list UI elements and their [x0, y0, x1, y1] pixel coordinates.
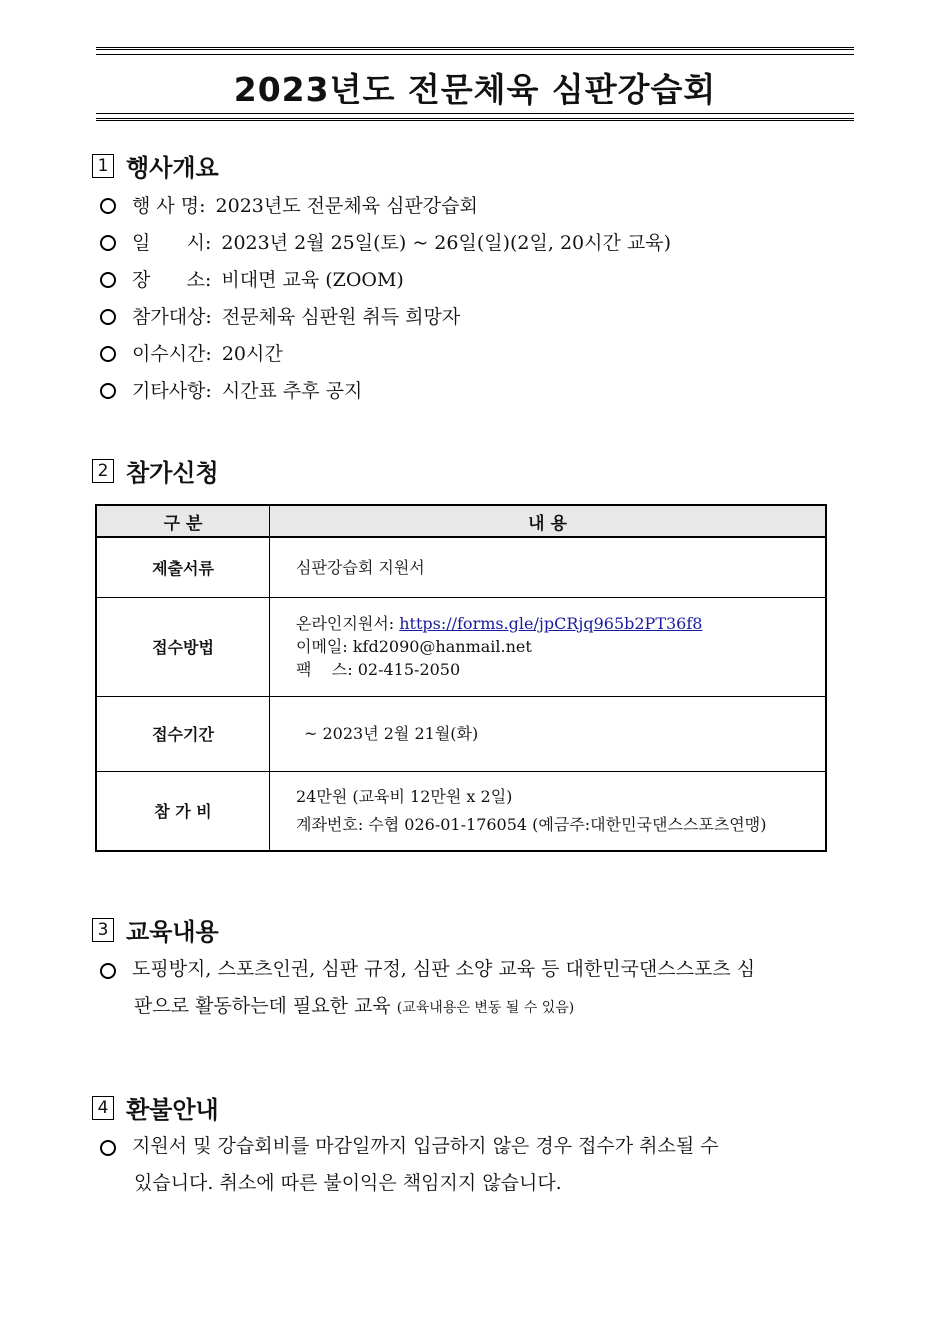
refund-text-line2: 있습니다. 취소에 따른 불이익은 책임지지 않습니다. [134, 1172, 562, 1194]
row-label: 접수기간 [96, 696, 270, 771]
row-label: 제출서류 [96, 537, 270, 597]
table-row [96, 597, 826, 696]
application-form-link[interactable]: https://forms.gle/jpCRjq965b2PT36f8 [399, 614, 703, 633]
section-heading-application [92, 453, 219, 488]
education-paragraph [100, 951, 835, 1027]
section-number: 3 [92, 918, 114, 942]
circle-bullet-icon [100, 272, 116, 288]
table-row [96, 696, 826, 771]
section-number: 4 [92, 1096, 114, 1120]
education-note: (교육내용은 변동 될 수 있음) [396, 1000, 575, 1016]
section-heading-overview [92, 148, 219, 183]
overview-item [100, 379, 362, 403]
refund-line [100, 1128, 835, 1165]
education-text: 판으로 활동하는데 필요한 교육 [134, 995, 391, 1017]
row-content: 심판강습회 지원서 [270, 537, 827, 597]
overview-value: 2023년 2월 25일(토) ~ 26일(일)(2일, 20시간 교육) [221, 232, 671, 254]
refund-paragraph [100, 1128, 835, 1202]
fax-line: 팩 스: 02-415-2050 [296, 660, 461, 679]
overview-value: 2023년도 전문체육 심판강습회 [215, 195, 478, 217]
overview-key: 장 소: [132, 269, 212, 291]
application-table [95, 504, 827, 852]
circle-bullet-icon [100, 235, 116, 251]
education-text-line1: 도핑방지, 스포츠인권, 심판 규정, 심판 소양 교육 등 대한민국댄스스포츠 심 [132, 958, 756, 980]
overview-value: 비대면 교육 (ZOOM) [221, 269, 404, 291]
row-label: 접수방법 [96, 597, 270, 696]
section-number: 1 [92, 154, 114, 178]
overview-item [100, 305, 460, 329]
education-line [100, 951, 835, 988]
overview-key: 행 사 명: [132, 195, 206, 217]
table-header-content: 내 용 [270, 505, 827, 537]
title-box [96, 47, 854, 121]
education-text-line2 [100, 988, 835, 1027]
overview-item [100, 194, 478, 218]
bank-account-line: 계좌번호: 수협 026-01-176054 (예금주:대한민국댄스스포츠연맹) [296, 814, 767, 834]
section-heading-refund [92, 1090, 219, 1125]
section-title: 행사개요 [126, 154, 219, 182]
online-application-key: 온라인지원서: [296, 614, 400, 633]
circle-bullet-icon [100, 309, 116, 325]
section-title: 교육내용 [126, 918, 219, 946]
table-header-row [96, 505, 826, 537]
overview-item [100, 342, 283, 366]
overview-key: 일 시: [132, 232, 212, 254]
section-title: 참가신청 [126, 459, 219, 487]
table-row [96, 537, 826, 597]
email-line: 이메일: kfd2090@hanmail.net [296, 637, 532, 656]
page-title: 2023년도 전문체육 심판강습회 [233, 70, 717, 109]
circle-bullet-icon [100, 346, 116, 362]
table-header-category: 구 분 [96, 505, 270, 537]
overview-value: 전문체육 심판원 취득 희망자 [221, 306, 461, 328]
row-content: ~ 2023년 2월 21월(화) [270, 696, 827, 771]
overview-key: 기타사항: [132, 380, 212, 402]
section-heading-education [92, 912, 219, 947]
overview-value: 시간표 추후 공지 [221, 380, 363, 402]
circle-bullet-icon [100, 383, 116, 399]
overview-item [100, 268, 404, 292]
circle-bullet-icon [100, 1140, 116, 1156]
row-content [270, 771, 827, 851]
overview-value: 20시간 [221, 343, 283, 365]
overview-item [100, 231, 671, 255]
section-title: 환불안내 [126, 1096, 219, 1124]
section-number: 2 [92, 459, 114, 483]
circle-bullet-icon [100, 198, 116, 214]
online-application-line [296, 612, 825, 635]
row-label: 참 가 비 [96, 771, 270, 851]
row-content [270, 597, 827, 696]
fee-amount-line: 24만원 (교육비 12만원 x 2일) [296, 786, 513, 806]
refund-text-line1: 지원서 및 강습회비를 마감일까지 입금하지 않은 경우 접수가 취소될 수 [132, 1135, 719, 1157]
table-row [96, 771, 826, 851]
overview-key: 참가대상: [132, 306, 212, 328]
overview-key: 이수시간: [132, 343, 212, 365]
circle-bullet-icon [100, 963, 116, 979]
